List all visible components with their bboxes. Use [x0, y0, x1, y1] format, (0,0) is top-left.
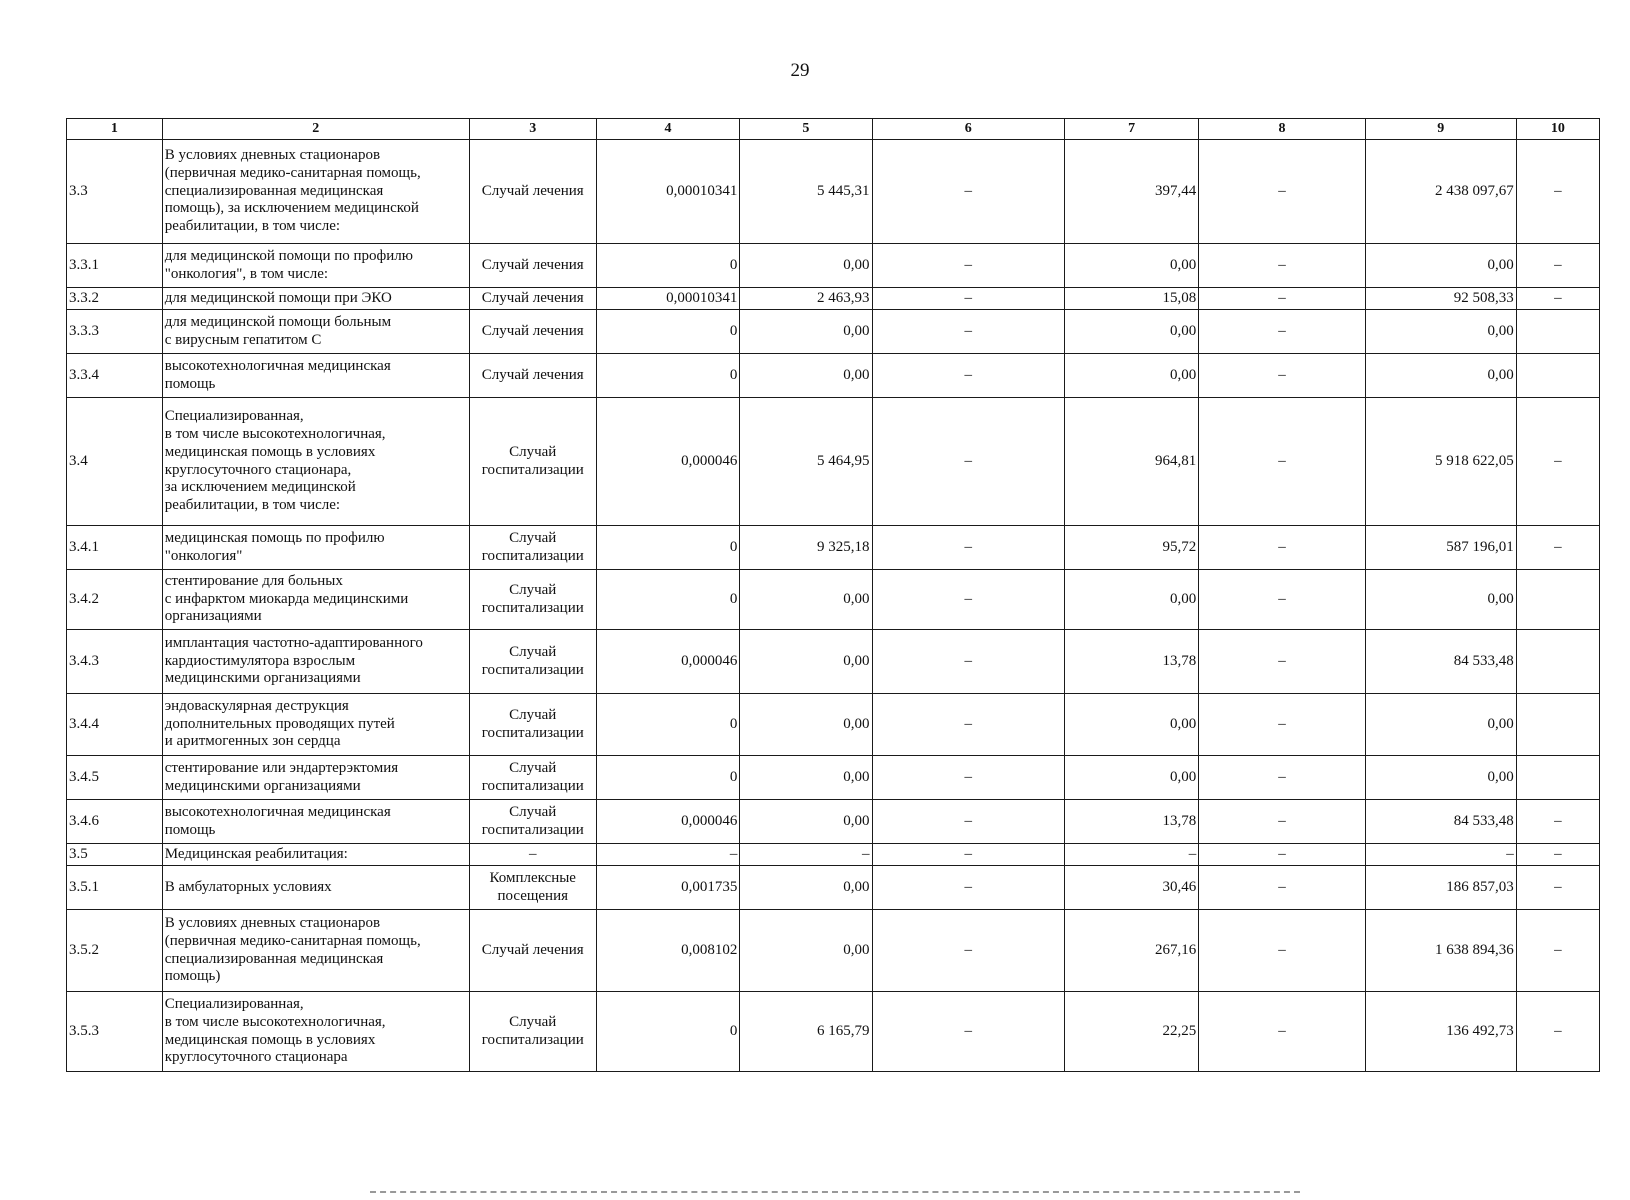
row-name: В условиях дневных стационаров (первичная медико-санитарная помощь, специализированная медицинская помощь), за исключением медицинской реабилитации, в том числе:	[162, 140, 469, 244]
row-col7-value: 397,44	[1065, 140, 1199, 244]
row-code: 3.4.6	[67, 800, 163, 844]
row-col7-value: 13,78	[1065, 630, 1199, 694]
row-code: 3.4.2	[67, 570, 163, 630]
row-col10-value	[1516, 310, 1599, 354]
table-row	[67, 800, 1600, 844]
row-col9-value: 587 196,01	[1365, 526, 1516, 570]
row-code: 3.4.4	[67, 694, 163, 756]
row-unit: Случай лечения	[469, 140, 596, 244]
row-name: высокотехнологичная медицинская помощь	[162, 800, 469, 844]
row-unit: Случай госпитализации	[469, 570, 596, 630]
row-col5-value: 5 464,95	[740, 398, 872, 526]
row-col7-value: 22,25	[1065, 992, 1199, 1072]
table-body	[67, 140, 1600, 1072]
row-col7-value: 964,81	[1065, 398, 1199, 526]
row-unit: Случай лечения	[469, 910, 596, 992]
page-number: 29	[790, 60, 810, 81]
row-unit: Случай госпитализации	[469, 630, 596, 694]
scan-artifact-line	[370, 1191, 1300, 1193]
row-col5-value: 0,00	[740, 310, 872, 354]
table-row	[67, 244, 1600, 288]
row-col4-value: 0,00010341	[596, 288, 740, 310]
table-row	[67, 630, 1600, 694]
row-col10-value	[1516, 630, 1599, 694]
row-col9-value: 92 508,33	[1365, 288, 1516, 310]
row-col9-value: 186 857,03	[1365, 866, 1516, 910]
row-col9-value: 2 438 097,67	[1365, 140, 1516, 244]
row-col8-value: –	[1199, 844, 1366, 866]
row-col4-value: 0,000046	[596, 800, 740, 844]
row-col5-value: 0,00	[740, 800, 872, 844]
column-header: 8	[1199, 119, 1366, 140]
row-col10-value: –	[1516, 800, 1599, 844]
tariff-table	[66, 118, 1600, 1072]
row-col7-value: 30,46	[1065, 866, 1199, 910]
row-col4-value: 0,000046	[596, 398, 740, 526]
row-col9-value: 5 918 622,05	[1365, 398, 1516, 526]
row-code: 3.3.4	[67, 354, 163, 398]
row-col9-value: 0,00	[1365, 244, 1516, 288]
row-col5-value: 0,00	[740, 694, 872, 756]
row-col5-value: –	[740, 844, 872, 866]
row-col4-value: –	[596, 844, 740, 866]
row-name: Медицинская реабилитация:	[162, 844, 469, 866]
table-row	[67, 910, 1600, 992]
row-col9-value: 136 492,73	[1365, 992, 1516, 1072]
row-col8-value: –	[1199, 630, 1366, 694]
row-col10-value: –	[1516, 992, 1599, 1072]
row-col10-value: –	[1516, 866, 1599, 910]
row-name: В условиях дневных стационаров (первичная медико-санитарная помощь, специализированная медицинская помощь)	[162, 910, 469, 992]
row-code: 3.5	[67, 844, 163, 866]
table-row	[67, 570, 1600, 630]
row-unit: Случай госпитализации	[469, 526, 596, 570]
row-col9-value: 84 533,48	[1365, 800, 1516, 844]
row-col5-value: 0,00	[740, 756, 872, 800]
row-name: для медицинской помощи при ЭКО	[162, 288, 469, 310]
row-col6-value: –	[872, 288, 1065, 310]
column-header: 9	[1365, 119, 1516, 140]
row-col4-value: 0	[596, 570, 740, 630]
row-col6-value: –	[872, 354, 1065, 398]
row-code: 3.5.3	[67, 992, 163, 1072]
row-col5-value: 0,00	[740, 354, 872, 398]
row-col6-value: –	[872, 800, 1065, 844]
row-col10-value	[1516, 570, 1599, 630]
row-col8-value: –	[1199, 694, 1366, 756]
row-col6-value: –	[872, 398, 1065, 526]
row-code: 3.5.2	[67, 910, 163, 992]
row-col6-value: –	[872, 910, 1065, 992]
table-row	[67, 398, 1600, 526]
row-code: 3.3.1	[67, 244, 163, 288]
row-col7-value: 13,78	[1065, 800, 1199, 844]
row-col8-value: –	[1199, 570, 1366, 630]
row-name: эндоваскулярная деструкция дополнительных проводящих путей и аритмогенных зон сердца	[162, 694, 469, 756]
row-name: имплантация частотно-адаптированного кардиостимулятора взрослым медицинскими организациями	[162, 630, 469, 694]
row-col10-value: –	[1516, 844, 1599, 866]
row-col4-value: 0	[596, 992, 740, 1072]
row-code: 3.3.2	[67, 288, 163, 310]
row-col10-value: –	[1516, 526, 1599, 570]
row-unit: Случай лечения	[469, 288, 596, 310]
row-code: 3.4.3	[67, 630, 163, 694]
row-col6-value: –	[872, 844, 1065, 866]
column-header: 4	[596, 119, 740, 140]
row-col10-value: –	[1516, 398, 1599, 526]
row-col9-value: –	[1365, 844, 1516, 866]
row-name: стентирование для больных с инфарктом миокарда медицинскими организациями	[162, 570, 469, 630]
row-unit: Случай лечения	[469, 354, 596, 398]
row-col6-value: –	[872, 140, 1065, 244]
table-row	[67, 992, 1600, 1072]
row-name: Специализированная, в том числе высокотехнологичная, медицинская помощь в условиях круглосуточного стационара, за исключением медицинской реабилитации, в том числе:	[162, 398, 469, 526]
row-col10-value	[1516, 756, 1599, 800]
row-col5-value: 0,00	[740, 910, 872, 992]
row-col4-value: 0,001735	[596, 866, 740, 910]
row-col8-value: –	[1199, 244, 1366, 288]
row-col9-value: 0,00	[1365, 694, 1516, 756]
row-col10-value: –	[1516, 244, 1599, 288]
column-header: 2	[162, 119, 469, 140]
row-col9-value: 0,00	[1365, 310, 1516, 354]
row-col7-value: –	[1065, 844, 1199, 866]
row-name: Специализированная, в том числе высокотехнологичная, медицинская помощь в условиях круглосуточного стационара	[162, 992, 469, 1072]
row-col5-value: 0,00	[740, 570, 872, 630]
row-col7-value: 0,00	[1065, 244, 1199, 288]
column-header: 7	[1065, 119, 1199, 140]
row-name: медицинская помощь по профилю "онкология"	[162, 526, 469, 570]
row-col7-value: 0,00	[1065, 694, 1199, 756]
column-header: 6	[872, 119, 1065, 140]
row-name: В амбулаторных условиях	[162, 866, 469, 910]
table-row	[67, 354, 1600, 398]
row-col4-value: 0	[596, 526, 740, 570]
row-col10-value	[1516, 354, 1599, 398]
table-row	[67, 866, 1600, 910]
row-unit: Случай госпитализации	[469, 756, 596, 800]
table-row	[67, 288, 1600, 310]
row-name: стентирование или эндартерэктомия медицинскими организациями	[162, 756, 469, 800]
row-col4-value: 0	[596, 694, 740, 756]
row-col4-value: 0	[596, 244, 740, 288]
column-number-row	[67, 119, 1600, 140]
row-col10-value: –	[1516, 910, 1599, 992]
row-name: для медицинской помощи больным с вирусным гепатитом С	[162, 310, 469, 354]
row-col8-value: –	[1199, 756, 1366, 800]
row-col6-value: –	[872, 570, 1065, 630]
row-name: для медицинской помощи по профилю "онкология", в том числе:	[162, 244, 469, 288]
row-col7-value: 0,00	[1065, 310, 1199, 354]
column-header: 1	[67, 119, 163, 140]
row-col4-value: 0	[596, 354, 740, 398]
row-col8-value: –	[1199, 310, 1366, 354]
row-col9-value: 0,00	[1365, 354, 1516, 398]
row-col6-value: –	[872, 866, 1065, 910]
row-code: 3.3	[67, 140, 163, 244]
row-code: 3.4.5	[67, 756, 163, 800]
row-unit: Случай госпитализации	[469, 694, 596, 756]
row-col5-value: 0,00	[740, 866, 872, 910]
row-unit: Случай госпитализации	[469, 800, 596, 844]
row-col8-value: –	[1199, 800, 1366, 844]
table-row	[67, 694, 1600, 756]
row-col6-value: –	[872, 526, 1065, 570]
row-col5-value: 0,00	[740, 244, 872, 288]
row-col8-value: –	[1199, 288, 1366, 310]
row-code: 3.4	[67, 398, 163, 526]
row-col8-value: –	[1199, 398, 1366, 526]
table-row	[67, 526, 1600, 570]
row-col5-value: 2 463,93	[740, 288, 872, 310]
row-col8-value: –	[1199, 992, 1366, 1072]
row-col8-value: –	[1199, 866, 1366, 910]
row-col4-value: 0,000046	[596, 630, 740, 694]
row-col8-value: –	[1199, 526, 1366, 570]
row-unit: Случай лечения	[469, 310, 596, 354]
table-row	[67, 844, 1600, 866]
row-code: 3.3.3	[67, 310, 163, 354]
row-col5-value: 5 445,31	[740, 140, 872, 244]
row-col7-value: 0,00	[1065, 756, 1199, 800]
row-col5-value: 9 325,18	[740, 526, 872, 570]
row-col10-value	[1516, 694, 1599, 756]
row-col9-value: 84 533,48	[1365, 630, 1516, 694]
table-row	[67, 310, 1600, 354]
row-col9-value: 0,00	[1365, 756, 1516, 800]
column-header: 5	[740, 119, 872, 140]
row-col6-value: –	[872, 694, 1065, 756]
row-unit: Случай госпитализации	[469, 992, 596, 1072]
row-unit: Случай лечения	[469, 244, 596, 288]
row-col4-value: 0	[596, 756, 740, 800]
row-col6-value: –	[872, 310, 1065, 354]
row-col6-value: –	[872, 630, 1065, 694]
row-col9-value: 0,00	[1365, 570, 1516, 630]
column-header: 10	[1516, 119, 1599, 140]
row-col5-value: 0,00	[740, 630, 872, 694]
row-unit: Комплексные посещения	[469, 866, 596, 910]
row-col4-value: 0,008102	[596, 910, 740, 992]
row-col7-value: 0,00	[1065, 354, 1199, 398]
row-col10-value: –	[1516, 288, 1599, 310]
row-col7-value: 267,16	[1065, 910, 1199, 992]
column-header: 3	[469, 119, 596, 140]
row-col4-value: 0	[596, 310, 740, 354]
row-code: 3.5.1	[67, 866, 163, 910]
row-name: высокотехнологичная медицинская помощь	[162, 354, 469, 398]
row-unit: –	[469, 844, 596, 866]
table-row	[67, 756, 1600, 800]
row-col5-value: 6 165,79	[740, 992, 872, 1072]
row-code: 3.4.1	[67, 526, 163, 570]
table-row	[67, 140, 1600, 244]
row-col8-value: –	[1199, 910, 1366, 992]
row-col8-value: –	[1199, 140, 1366, 244]
row-col4-value: 0,00010341	[596, 140, 740, 244]
row-col6-value: –	[872, 244, 1065, 288]
row-col10-value: –	[1516, 140, 1599, 244]
row-col6-value: –	[872, 756, 1065, 800]
row-col7-value: 0,00	[1065, 570, 1199, 630]
row-unit: Случай госпитализации	[469, 398, 596, 526]
row-col6-value: –	[872, 992, 1065, 1072]
row-col7-value: 15,08	[1065, 288, 1199, 310]
row-col7-value: 95,72	[1065, 526, 1199, 570]
row-col9-value: 1 638 894,36	[1365, 910, 1516, 992]
row-col8-value: –	[1199, 354, 1366, 398]
